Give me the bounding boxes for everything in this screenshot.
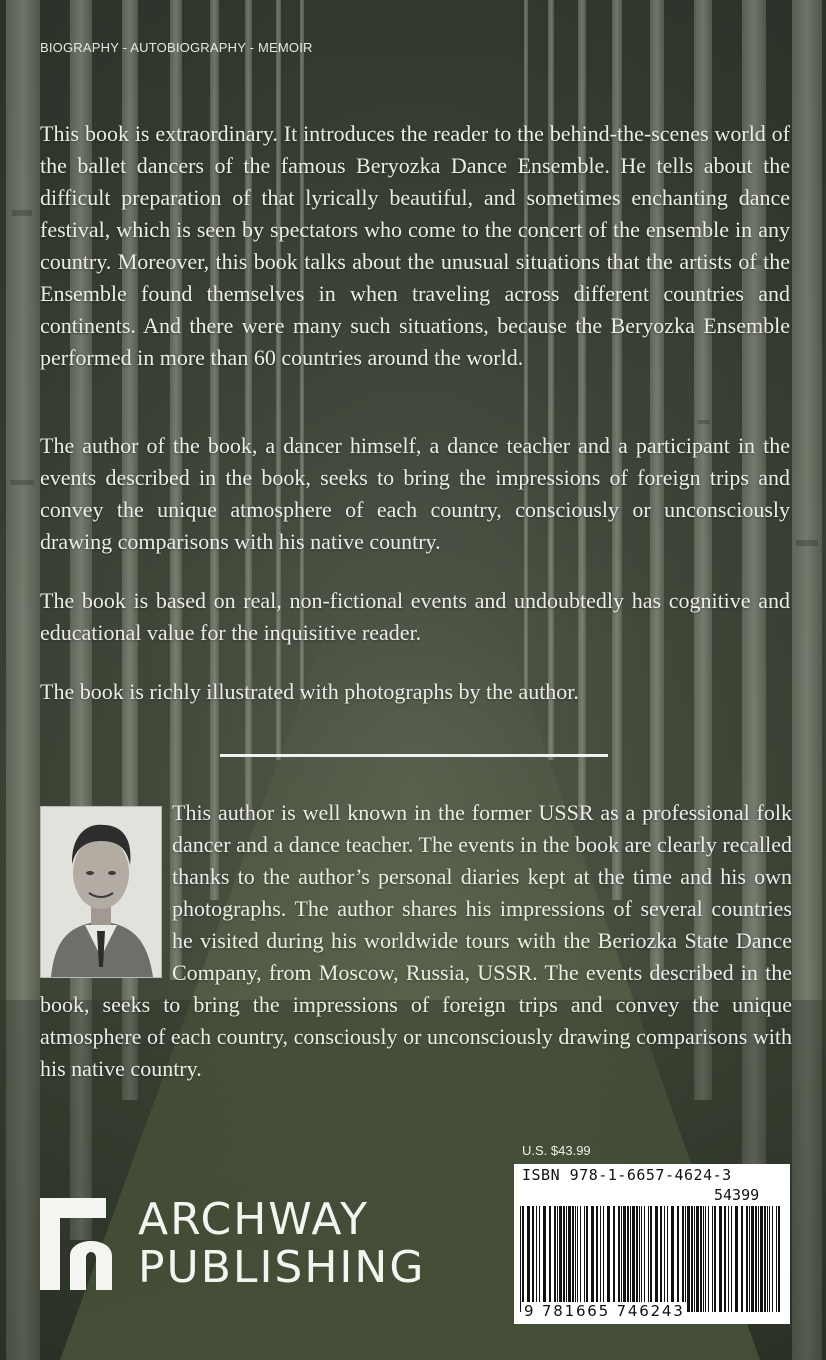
publisher-logo [40, 1194, 440, 1298]
barcode [514, 1164, 790, 1324]
publisher-name-line-1: ARCHWAY [138, 1194, 369, 1245]
barcode-bars [518, 1206, 786, 1312]
archway-logo-icon [40, 1198, 122, 1290]
author-bio-text: This author is well known in the former USSR as a professional folk dancer and a dance teacher. The events in the book are clearly recalled thanks to the author’s personal diaries kept at the time and his own photographs. The author shares his impressions of several countries he visited during his worldwide tours with the Beriozka State Dance Company, from Moscow, Russia, USSR. The events described in the book, seeks to bring the impressions of foreign trips and convey the unique atmosphere of each country, consciously or unconsciously drawing comparisons with his native country. [40, 800, 792, 1081]
description-paragraph-3: The book is based on real, non-fictional events and undoubtedly has cognitive and educational value for the inquisitive reader. [40, 588, 790, 645]
ean-number: 9 781665 746243 [524, 1302, 685, 1320]
description-paragraph-4: The book is richly illustrated with photographs by the author. [40, 679, 579, 704]
price-label: U.S. $43.99 [522, 1143, 591, 1158]
description-paragraph-2: The author of the book, a dancer himself, a dance teacher and a participant in the events described in the book, seeks to bring the impressions of foreign trips and convey the unique atmosphere of each country, consciously or unconsciously drawing comparisons with his native country. [40, 433, 790, 554]
price-code-label: 54399 [714, 1186, 760, 1204]
publisher-name-line-2: PUBLISHING [138, 1242, 426, 1293]
author-bio [40, 797, 792, 1085]
description-paragraph-1: This book is extraordinary. It introduces the reader to the behind-the-scenes world of the ballet dancers of the famous Beryozka Dance Ensemble. He tells about the difficult preparation of that lyrically beautiful, and sometimes enchanting dance festival, which is seen by spectators who come to the concert of the ensemble in any country. Moreover, this book talks about the unusual situations that the artists of the Ensemble found themselves in when traveling across different countries and continents. And there were many such situations, because the Beryozka Ensemble performed in more than 60 countries around the world. [40, 121, 790, 370]
category-label: BIOGRAPHY - AUTOBIOGRAPHY - MEMOIR [40, 40, 313, 55]
isbn-label: ISBN 978-1-6657-4624-3 [522, 1166, 732, 1184]
section-divider [220, 754, 608, 757]
